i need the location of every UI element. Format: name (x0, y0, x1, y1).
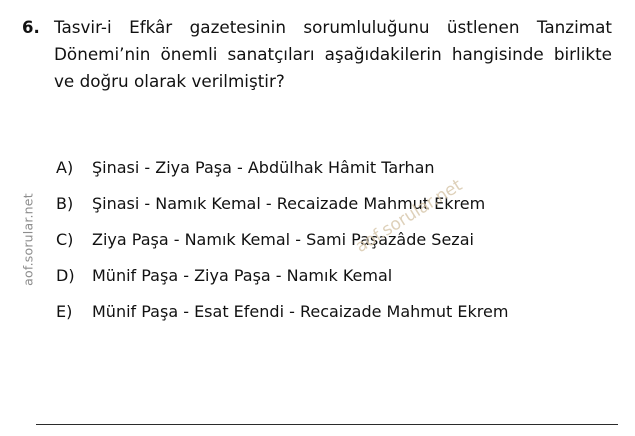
bottom-divider (36, 424, 618, 425)
options-list (56, 155, 616, 335)
option-b-text: Şinasi - Namık Kemal - Recaizade Mahmut Ekrem (92, 194, 486, 213)
option-d-letter: D) (56, 266, 75, 285)
option-b-letter: B) (56, 194, 74, 213)
option-d-text: Münif Paşa - Ziya Paşa - Namık Kemal (92, 266, 393, 285)
option-e-letter: E) (56, 302, 73, 321)
option-b[interactable] (56, 191, 616, 217)
option-a-letter: A) (56, 158, 74, 177)
question-text: Tasvir-i Efkâr gazetesinin sorumluluğunu üstlenen Tanzimat Dönemi’nin önemli sanatçıları aşağıdakilerin hangisinde birlikte ve doğru olarak verilmiştir? (54, 17, 612, 91)
diagonal-watermark: aof.sorular.net (352, 175, 466, 257)
option-c-text: Ziya Paşa - Namık Kemal - Sami Paşazâde Sezai (92, 230, 474, 249)
option-a-text: Şinasi - Ziya Paşa - Abdülhak Hâmit Tarhan (92, 158, 435, 177)
option-c[interactable] (56, 227, 616, 253)
left-watermark-text: aof.sorular.net (20, 193, 36, 286)
option-a[interactable] (56, 155, 616, 181)
option-d[interactable] (56, 263, 616, 289)
option-e-text: Münif Paşa - Esat Efendi - Recaizade Mahmut Ekrem (92, 302, 509, 321)
option-e[interactable] (56, 299, 616, 325)
question-block (18, 14, 618, 95)
question-number: 6. (22, 18, 40, 37)
option-c-letter: C) (56, 230, 74, 249)
